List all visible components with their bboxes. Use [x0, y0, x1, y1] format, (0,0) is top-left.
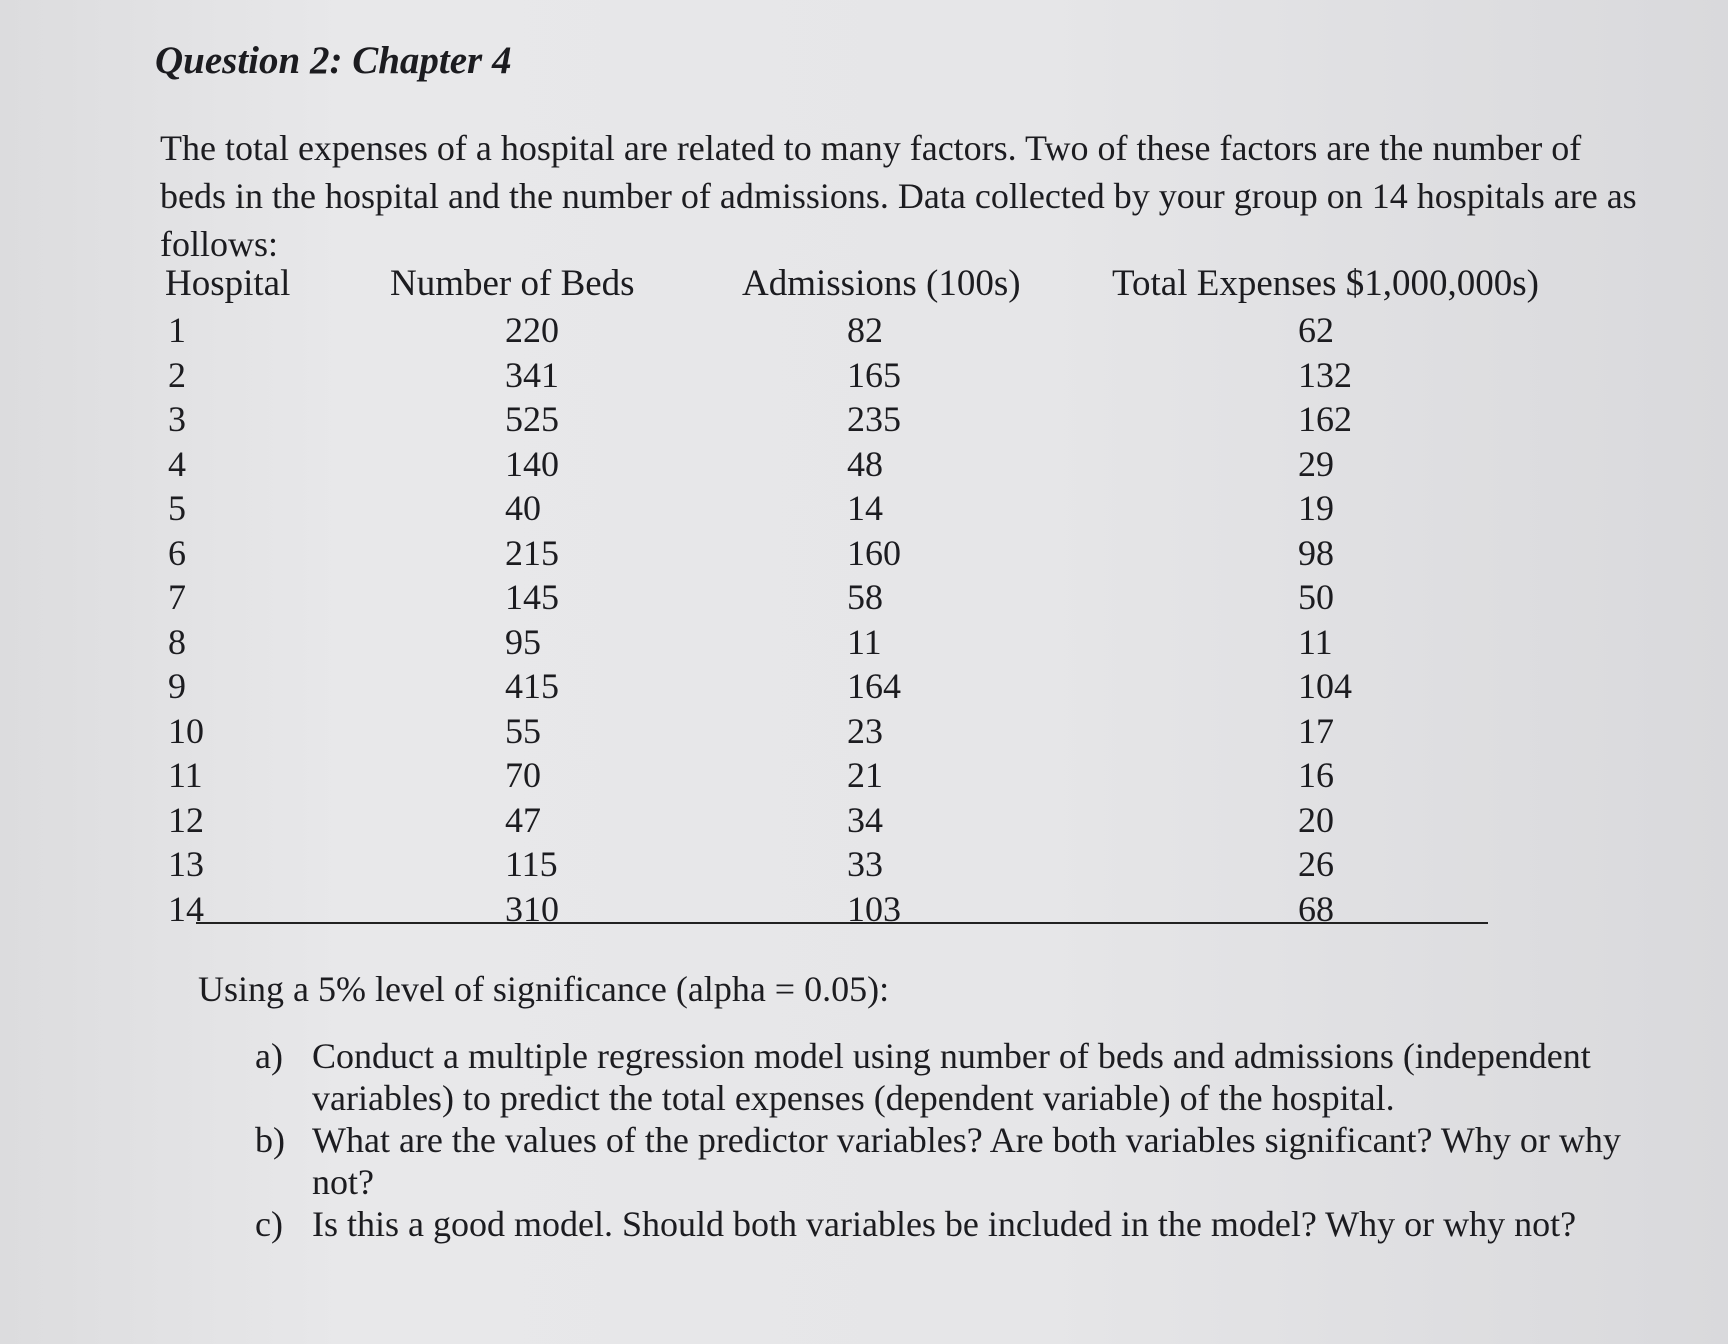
hospital-number: 11: [168, 755, 203, 795]
admissions-value: 33: [847, 844, 883, 884]
beds-value: 140: [505, 443, 559, 484]
beds-value: 55: [505, 710, 541, 751]
expenses-value: 16: [1298, 755, 1334, 795]
expenses-value: 50: [1298, 577, 1334, 617]
question-text: Is this a good model. Should both variables be included in the model? Why or why not?: [312, 1204, 1577, 1244]
beds-value: 415: [505, 666, 559, 706]
hospital-number: 9: [168, 666, 186, 706]
expenses-value: 20: [1298, 799, 1334, 840]
admissions-value: 164: [847, 666, 901, 706]
beds-value: 47: [505, 799, 541, 840]
beds-value: 40: [505, 488, 541, 528]
hospital-number: 5: [168, 488, 186, 528]
question-list: [255, 1035, 1655, 1245]
expenses-value: 17: [1298, 710, 1334, 751]
hospital-number: 1: [168, 310, 186, 350]
beds-column: [505, 308, 605, 931]
expenses-value: 68: [1298, 888, 1334, 929]
question-letter: c): [255, 1204, 283, 1244]
header-hospital: Hospital: [165, 263, 291, 304]
question-letter: b): [255, 1120, 285, 1160]
expenses-value: 29: [1298, 443, 1334, 484]
hospital-number: 10: [168, 710, 204, 751]
beds-value: 145: [505, 577, 559, 617]
beds-value: 70: [505, 755, 541, 795]
hospital-number: 4: [168, 443, 186, 484]
expenses-value: 104: [1298, 666, 1352, 706]
hospital-number: 3: [168, 399, 186, 439]
hospital-number: 12: [168, 799, 204, 840]
expenses-column: [1298, 308, 1398, 931]
admissions-value: 235: [847, 399, 901, 439]
header-admissions: Admissions (100s): [742, 263, 1021, 304]
question-text: What are the values of the predictor variables? Are both variables significant? Why or why not?: [312, 1120, 1621, 1202]
question-item-b: [255, 1119, 1655, 1203]
admissions-value: 21: [847, 755, 883, 795]
admissions-value: 14: [847, 488, 883, 528]
question-item-c: [255, 1203, 1655, 1245]
header-beds: Number of Beds: [390, 263, 635, 304]
intro-paragraph: The total expenses of a hospital are related to many factors. Two of these factors are the number of beds in the hospital and the number of admissions. Data collected by your group on 14 hospitals are as follows:: [160, 128, 1637, 264]
expenses-value: 19: [1298, 488, 1334, 528]
beds-value: 220: [505, 310, 559, 350]
expenses-value: 11: [1298, 621, 1333, 662]
table-bottom-rule: [196, 922, 1488, 924]
beds-value: 215: [505, 532, 559, 573]
beds-value: 95: [505, 621, 541, 662]
expenses-value: 132: [1298, 354, 1352, 395]
question-item-a: [255, 1035, 1655, 1119]
beds-value: 115: [505, 844, 558, 884]
admissions-value: 103: [847, 888, 901, 929]
hospital-number: 7: [168, 577, 186, 617]
expenses-value: 62: [1298, 310, 1334, 350]
admissions-value: 82: [847, 310, 883, 350]
hospital-column: [168, 308, 228, 931]
header-expenses: Total Expenses $1,000,000s): [1112, 263, 1539, 304]
hospital-number: 6: [168, 532, 186, 573]
beds-value: 341: [505, 354, 559, 395]
significance-prompt: Using a 5% level of significance (alpha = 0.05):: [198, 969, 890, 1009]
expenses-value: 162: [1298, 399, 1352, 439]
admissions-value: 34: [847, 799, 883, 840]
admissions-value: 11: [847, 621, 882, 662]
admissions-value: 160: [847, 532, 901, 573]
hospital-number: 2: [168, 354, 186, 395]
hospital-number: 8: [168, 621, 186, 662]
beds-value: 310: [505, 888, 559, 929]
admissions-value: 23: [847, 710, 883, 751]
expenses-value: 26: [1298, 844, 1334, 884]
beds-value: 525: [505, 399, 559, 439]
admissions-value: 48: [847, 443, 883, 484]
question-title: Question 2: Chapter 4: [155, 39, 512, 82]
hospital-number: 14: [168, 888, 204, 929]
question-text: Conduct a multiple regression model using number of beds and admissions (independent variables) to predict the total expenses (dependent variable) of the hospital.: [312, 1036, 1591, 1118]
admissions-value: 165: [847, 354, 901, 395]
question-letter: a): [255, 1036, 283, 1076]
hospital-number: 13: [168, 844, 204, 884]
hospital-data-table: [160, 262, 1580, 932]
admissions-column: [847, 308, 947, 931]
expenses-value: 98: [1298, 532, 1334, 573]
admissions-value: 58: [847, 577, 883, 617]
